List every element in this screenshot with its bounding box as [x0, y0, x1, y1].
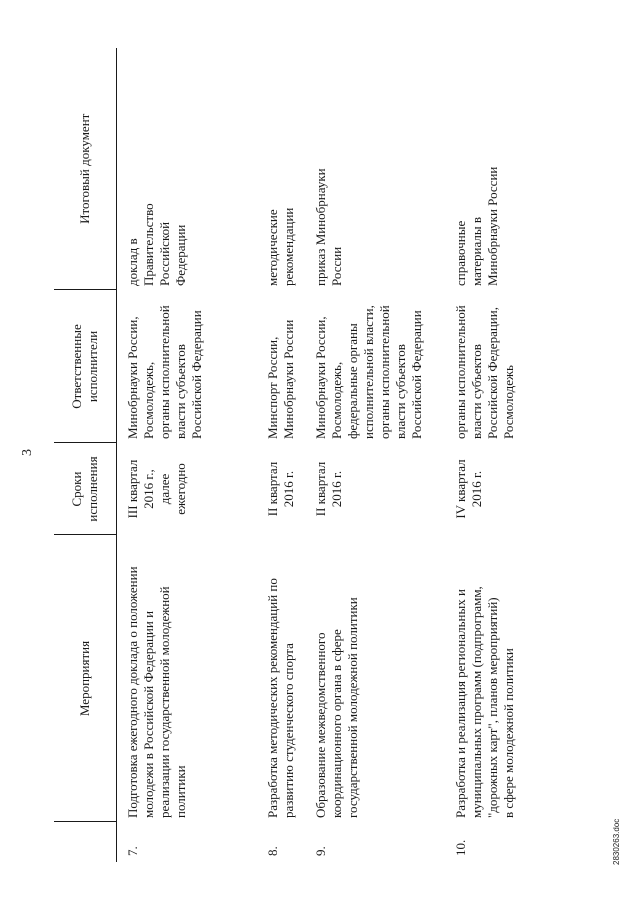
table-header	[54, 48, 117, 862]
header-number	[54, 822, 117, 862]
row-responsible: Минобрнауки России, Росмолодежь, федеральные органы исполнительной власти, органы исполнительной власти субъектов Российской Федерации	[312, 305, 424, 439]
row-result: приказ Минобрнауки России	[312, 168, 344, 286]
table-row	[257, 48, 305, 862]
document-code: 2830263.doc	[612, 818, 621, 865]
row-term: III квартал 2016 г., далее ежегодно	[125, 459, 188, 519]
header-activity: Мероприятия	[54, 535, 117, 822]
page-number: 3	[20, 449, 35, 456]
table-row	[305, 48, 445, 862]
row-result: доклад в Правительство Российской Федерации	[125, 203, 188, 286]
header-term: Сроки исполнения	[54, 443, 117, 535]
row-result: справочные материалы в Минобрнауки России	[452, 166, 500, 286]
row-result: методические рекомендации	[264, 207, 296, 286]
action-plan-table	[54, 48, 537, 862]
row-term: IV квартал 2016 г.	[452, 459, 484, 519]
row-responsible: органы исполнительной власти субъектов Российской Федерации, Росмолодежь	[452, 305, 516, 439]
row-term: II квартал 2016 г.	[312, 461, 344, 517]
row-activity: Разработка и реализация региональных и муниципальных программ (подпрограмм, "дорожных карт", планов мероприятий) в сфере молодежной политики	[452, 586, 516, 818]
row-activity: Подготовка ежегодного доклада о положении молодежи в Российской Федерации и реализации государственной молодежной политики	[125, 566, 188, 818]
row-activity: Разработка методических рекомендаций по развитию студенческого спорта	[264, 578, 296, 818]
table-header-row	[54, 48, 117, 862]
row-responsible: Минобрнауки России, Росмолодежь, органы исполнительной власти субъектов Российской Федерации	[125, 305, 204, 439]
row-number: 7.	[125, 846, 140, 856]
header-responsible: Ответственные исполнители	[54, 290, 117, 443]
header-result: Итоговый документ	[54, 48, 117, 290]
row-responsible: Минспорт России, Минобрнауки России	[264, 319, 296, 439]
row-number: 9.	[312, 846, 328, 856]
table-row	[117, 48, 257, 862]
row-number: 10.	[452, 839, 468, 856]
row-term: II квартал 2016 г.	[264, 461, 296, 517]
row-number: 8.	[264, 846, 280, 856]
row-activity: Образование межведомственного координационного органа в сфере государственной молодежной политики	[312, 597, 360, 818]
table-row	[445, 48, 537, 862]
table-body	[117, 48, 537, 862]
